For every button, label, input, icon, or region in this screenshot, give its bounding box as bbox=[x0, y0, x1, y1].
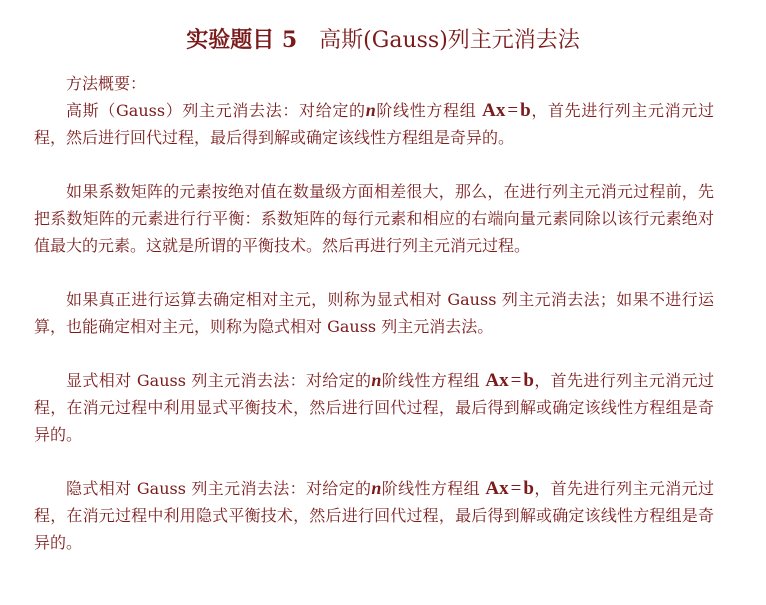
equation-ax-b: Ax = b bbox=[482, 100, 531, 121]
paragraph-gauss-definition bbox=[34, 97, 714, 151]
paragraph-text: 隐式相对 Gauss 列主元消去法：对给定的 bbox=[66, 479, 372, 498]
paragraph-text: 阶线性方程组 bbox=[381, 479, 480, 498]
math-n: n bbox=[371, 370, 382, 390]
page-title bbox=[0, 24, 766, 57]
paragraph-text: ，首先进行列主元消元过程，在消元过程中利用显式平衡技术，然后进行回代过程，最后得到解或确定该线性方程组是奇异的。 bbox=[34, 371, 714, 444]
paragraph-text: 阶线性方程组 bbox=[375, 101, 477, 120]
experiment-label: 实验题目 5 bbox=[186, 27, 298, 53]
math-n: n bbox=[371, 478, 382, 498]
equation-ax-b: Ax = b bbox=[485, 478, 534, 499]
document-body bbox=[34, 70, 714, 556]
equation-ax-b: Ax = b bbox=[485, 370, 534, 391]
paragraph-implicit-method bbox=[34, 475, 714, 556]
paragraph-text: 高斯（Gauss）列主元消去法：对给定的 bbox=[66, 101, 366, 120]
paragraph-text: 显式相对 Gauss 列主元消去法：对给定的 bbox=[66, 371, 372, 390]
experiment-title: 高斯(Gauss)列主元消去法 bbox=[319, 28, 580, 53]
paragraph-balancing: 如果系数矩阵的元素按绝对值在数量级方面相差很大，那么，在进行列主元消元过程前，先把系数矩阵的元素进行行平衡：系数矩阵的每行元素和相应的右端向量元素同除以该行元素绝对值最大的元素。这就是所谓的平衡技术。然后再进行列主元消元过程。 bbox=[34, 182, 714, 255]
paragraph-explicit-method bbox=[34, 367, 714, 448]
paragraph-relative-pivot: 如果真正进行运算去确定相对主元，则称为显式相对 Gauss 列主元消去法；如果不进行运算，也能确定相对主元，则称为隐式相对 Gauss 列主元消去法。 bbox=[34, 290, 714, 336]
math-n: n bbox=[365, 100, 376, 120]
paragraph-text: ，首先进行列主元消元过程，然后进行回代过程，最后得到解或确定该线性方程组是奇异的。 bbox=[34, 101, 714, 147]
method-summary-heading: 方法概要： bbox=[66, 74, 147, 93]
paragraph-text: 阶线性方程组 bbox=[381, 371, 480, 390]
paragraph-text: ，首先进行列主元消元过程，在消元过程中利用隐式平衡技术，然后进行回代过程，最后得到解或确定该线性方程组是奇异的。 bbox=[34, 479, 714, 552]
